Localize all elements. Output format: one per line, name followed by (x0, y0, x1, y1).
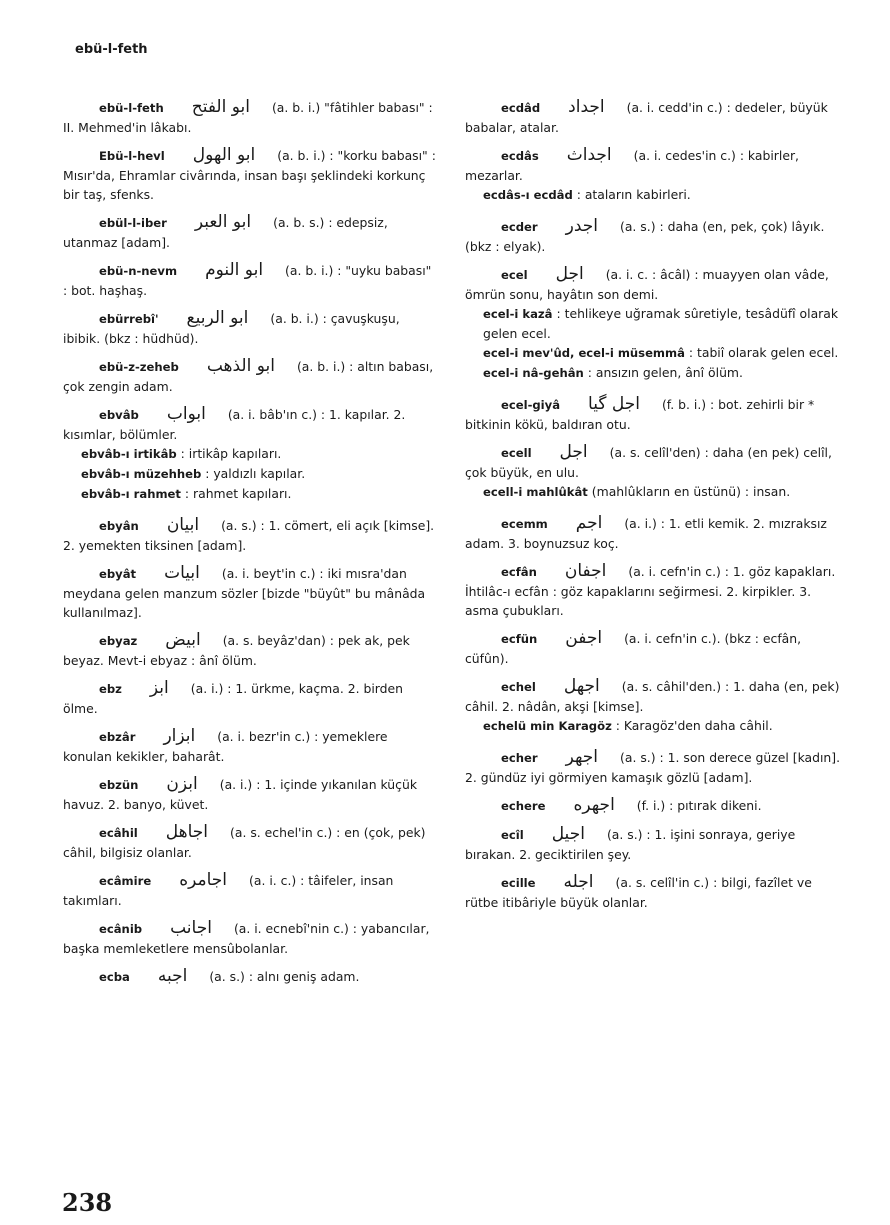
entry-line (63, 775, 439, 814)
entry-headword: ecdâd (501, 101, 541, 115)
entry-definition: (a. s. beyâz'dan) : pek ak, pek beyaz. Mevt-i ebyaz : ânî ölüm. (63, 633, 410, 668)
entry-headword: ecdâs (501, 149, 539, 163)
entry-arabic: اجل گيا (588, 394, 640, 414)
entry-headword: ecille (501, 876, 536, 890)
entry-line (63, 309, 439, 348)
entry-line (465, 825, 841, 864)
sub-entry-definition: : Karagöz'den daha câhil. (615, 718, 773, 733)
entry-definition: (a. i. beyt'in c.) : iki mısra'dan meydana gelen manzum sözler [bizde "büyût" bu mânâda kullanılmaz]. (63, 566, 426, 620)
entry-arabic: ابو الذهب (206, 356, 275, 376)
dictionary-entry (63, 146, 439, 204)
sub-entry-headword: ebvâb-ı müzehheb (81, 467, 202, 481)
dictionary-entry (63, 405, 439, 504)
dictionary-entry (63, 564, 439, 622)
entry-arabic: ابو النوم (205, 260, 264, 280)
entry-arabic: اجهل (563, 676, 600, 696)
left-column (63, 98, 439, 996)
entry-definition: (a. s.) : 1. işini sonraya, geriye bırakan. 2. geciktirilen şey. (465, 827, 796, 862)
entry-arabic: اجهره (573, 795, 615, 815)
sub-entry (483, 363, 841, 383)
sub-entry-definition: : tehlikeye uğramak sûretiyle, tesâdüfî olarak gelen ecel. (483, 306, 839, 341)
entry-arabic: اجدر (565, 216, 598, 236)
dictionary-entry (63, 823, 439, 862)
entry-line (465, 98, 841, 137)
entry-definition: (a. b. s.) : edepsiz, utanmaz [adam]. (63, 215, 388, 250)
dictionary-entry (465, 395, 841, 434)
entry-headword: ebü-l-feth (99, 101, 164, 115)
sub-entry-definition: : yaldızlı kapılar. (205, 466, 306, 481)
entry-headword: ecâmire (99, 874, 152, 888)
dictionary-entry (465, 796, 841, 816)
entry-line (63, 631, 439, 670)
entry-line (63, 261, 439, 300)
sub-entry-definition: : irtikâp kapıları. (180, 446, 282, 461)
entry-line (63, 679, 439, 718)
entry-headword: ebyât (99, 567, 137, 581)
entry-headword: ecel (501, 268, 528, 282)
entry-headword: ecemm (501, 517, 548, 531)
entry-headword: ecba (99, 970, 130, 984)
dictionary-entry (63, 516, 439, 555)
entry-line (63, 98, 439, 137)
entry-definition: (f. i.) : pıtırak dikeni. (636, 798, 762, 813)
entry-line (465, 873, 841, 912)
sub-entry-headword: ebvâb-ı irtikâb (81, 447, 177, 461)
sub-entry (483, 716, 841, 736)
entry-definition: (a. i. cedd'in c.) : dedeler, büyük babalar, atalar. (465, 100, 828, 135)
sub-entry-definition: : tabiî olarak gelen ecel. (688, 345, 839, 360)
entry-definition: (a. b. i.) : "korku babası" : Mısır'da, Ehramlar civârında, insan başı şeklindeki korkunç bir taş, sfenks. (63, 148, 436, 202)
dictionary-entry (63, 919, 439, 958)
sub-entry (81, 464, 439, 484)
page-number: 238 (62, 1188, 113, 1217)
entry-arabic: ابو الربيع (186, 308, 249, 328)
entry-definition: (a. s.) : alnı geniş adam. (209, 969, 360, 984)
entry-arabic: ابو العبر (194, 212, 252, 232)
entry-definition: (a. i. c.) : tâifeler, insan takımları. (63, 873, 394, 908)
sub-entry-headword: ecel-i nâ-gehân (483, 366, 584, 380)
entry-line (63, 357, 439, 396)
entry-headword: ecâhil (99, 826, 138, 840)
dictionary-entry (465, 217, 841, 256)
entry-line (63, 405, 439, 444)
entry-line (465, 514, 841, 553)
entry-definition: (a. s. celîl'den) : daha (en pek) celîl, çok büyük, en ulu. (465, 445, 832, 480)
entry-arabic: ابيان (166, 515, 200, 535)
dictionary-entry (63, 871, 439, 910)
sub-entry-headword: ebvâb-ı rahmet (81, 487, 181, 501)
sub-entry-definition: (mahlûkların en üstünü) : insan. (591, 484, 791, 499)
dictionary-entry (63, 309, 439, 348)
entry-headword: ecânib (99, 922, 143, 936)
entry-arabic: اجانب (170, 918, 212, 938)
entry-headword: ebvâb (99, 408, 139, 422)
entry-headword: ecel-giyâ (501, 398, 561, 412)
sub-entry-headword: ecel-i kazâ (483, 307, 553, 321)
entry-arabic: اجهر (565, 747, 599, 767)
entry-arabic: اجل (555, 264, 584, 284)
entry-arabic: اجامره (179, 870, 228, 890)
entry-definition: (a. s. echel'in c.) : en (çok, pek) câhil, bilgisiz olanlar. (63, 825, 426, 860)
entry-headword: ecîl (501, 828, 524, 842)
entry-definition: (a. s.) : daha (en, pek, çok) lâyık. (bkz : elyak). (465, 219, 825, 254)
sub-entry (81, 444, 439, 464)
entry-line (63, 919, 439, 958)
entry-definition: (a. s. câhil'den.) : 1. daha (en, pek) câhil. 2. nâdân, akşi [kimse]. (465, 679, 840, 714)
entry-line (63, 516, 439, 555)
entry-arabic: اجفان (564, 561, 607, 581)
entry-arabic: اجبه (157, 966, 188, 986)
entry-headword: ebz (99, 682, 122, 696)
sub-entry-headword: ecdâs-ı ecdâd (483, 188, 573, 202)
entry-definition: (a. s. celîl'in c.) : bilgi, fazîlet ve rütbe itibâriyle büyük olanlar. (465, 875, 812, 910)
sub-entry (81, 484, 439, 504)
entry-line (465, 443, 841, 482)
entry-arabic: اجداث (566, 145, 612, 165)
entry-arabic: اجل (559, 442, 588, 462)
entry-arabic: اجفن (565, 628, 603, 648)
entry-line (63, 871, 439, 910)
entry-definition: (a. i. cedes'in c.) : kabirler, mezarlar. (465, 148, 799, 183)
dictionary-entry (63, 967, 439, 987)
sub-entry-headword: ecel-i mev'ûd, ecel-i müsemmâ (483, 346, 685, 360)
entry-arabic: اجيل (551, 824, 585, 844)
entry-arabic: ابواب (166, 404, 206, 424)
entry-definition: (a. i.) : 1. etli kemik. 2. mızraksız adam. 3. boynuzsuz koç. (465, 516, 827, 551)
right-column (465, 98, 841, 921)
entry-headword: ecell (501, 446, 532, 460)
entry-headword: echere (501, 799, 546, 813)
dictionary-entry (63, 213, 439, 252)
entry-line (63, 213, 439, 252)
entry-arabic: اجاهل (165, 822, 209, 842)
entry-headword: echel (501, 680, 536, 694)
dictionary-entry (63, 357, 439, 396)
entry-headword: ecfün (501, 632, 538, 646)
entry-line (63, 146, 439, 204)
entry-line (63, 823, 439, 862)
entry-line (465, 796, 841, 816)
sub-entry-definition: : ataların kabirleri. (576, 187, 691, 202)
dictionary-entry (465, 265, 841, 383)
entry-definition: (a. b. i.) : "uyku babası" : bot. haşhaş. (63, 263, 432, 298)
entry-line (63, 564, 439, 622)
entry-arabic: ابز (149, 678, 169, 698)
sub-entry (483, 482, 841, 502)
entry-headword: ebü-n-nevm (99, 264, 178, 278)
entry-definition: (a. i. c. : âcâl) : muayyen olan vâde, ömrün sonu, hayâtın son demi. (465, 267, 829, 302)
dictionary-entry (63, 261, 439, 300)
entry-headword: ebzün (99, 778, 139, 792)
entry-definition: (a. i. bâb'ın c.) : 1. kapılar. 2. kısımlar, bölümler. (63, 407, 406, 442)
entry-line (465, 265, 841, 304)
sub-entry (483, 185, 841, 205)
dictionary-entry (465, 443, 841, 502)
entry-definition: (a. s.) : 1. cömert, eli açık [kimse]. 2. yemekten tiksinen [adam]. (63, 518, 435, 553)
dictionary-entry (63, 631, 439, 670)
entry-definition: (a. i.) : 1. içinde yıkanılan küçük havuz. 2. banyo, küvet. (63, 777, 417, 812)
dictionary-entry (465, 146, 841, 205)
entry-arabic: ابزن (166, 774, 198, 794)
entry-definition: (a. i. cefn'in c.) : 1. göz kapakları. İhtilâc-ı ecfân : göz kapaklarını seğirmesi. 2. kirpikler. 3. asma çubukları. (465, 564, 836, 618)
entry-line (63, 727, 439, 766)
dictionary-entry (465, 562, 841, 620)
dictionary-entry (63, 679, 439, 718)
entry-headword: ebzâr (99, 730, 136, 744)
entry-headword: ecfân (501, 565, 537, 579)
dictionary-entry (465, 98, 841, 137)
sub-entry-definition: : rahmet kapıları. (184, 486, 292, 501)
sub-entry-definition: : ansızın gelen, ânî ölüm. (587, 365, 743, 380)
entry-definition: (a. b. i.) : çavuşkuşu, ibibik. (bkz : hüdhüd). (63, 311, 400, 346)
entry-headword: ebyân (99, 519, 139, 533)
entry-arabic: ابيات (164, 563, 200, 583)
entry-headword: ecder (501, 220, 538, 234)
entry-definition: (a. i. cefn'in c.). (bkz : ecfân, cüfûn). (465, 631, 802, 666)
entry-headword: ebürrebî' (99, 312, 159, 326)
entry-definition: (a. i. bezr'in c.) : yemeklere konulan kekikler, baharât. (63, 729, 388, 764)
sub-entry (483, 304, 841, 343)
entry-line (465, 146, 841, 185)
dictionary-entry (465, 873, 841, 912)
dictionary-entry (63, 775, 439, 814)
entry-definition: (f. b. i.) : bot. zehirli bir * bitkinin kökü, baldıran otu. (465, 397, 815, 432)
entry-definition: (a. b. i.) "fâtihler babası" : II. Mehmed'in lâkabı. (63, 100, 433, 135)
entry-headword: ebyaz (99, 634, 138, 648)
running-head: ebü-l-feth (75, 42, 148, 57)
entry-definition: (a. b. i.) : altın babası, çok zengin adam. (63, 359, 434, 394)
entry-arabic: اجله (563, 872, 594, 892)
dictionary-entry (465, 677, 841, 736)
dictionary-entry (465, 825, 841, 864)
sub-entry-headword: echelü min Karagöz (483, 719, 612, 733)
entry-headword: Ebü-l-hevl (99, 149, 165, 163)
entry-definition: (a. i.) : 1. ürkme, kaçma. 2. birden ölme. (63, 681, 403, 716)
sub-entry (483, 343, 841, 363)
entry-arabic: ابو الفتح (191, 97, 250, 117)
entry-line (465, 562, 841, 620)
entry-definition: (a. i. ecnebî'nin c.) : yabancılar, başka memleketlere mensûbolanlar. (63, 921, 430, 956)
entry-line (465, 217, 841, 256)
sub-entry-headword: ecell-i mahlûkât (483, 485, 588, 499)
entry-arabic: اجداد (568, 97, 605, 117)
dictionary-entry (465, 514, 841, 553)
entry-line (63, 967, 439, 987)
entry-line (465, 748, 841, 787)
entry-arabic: ابزار (163, 726, 196, 746)
entry-line (465, 629, 841, 668)
dictionary-entry (465, 629, 841, 668)
entry-line (465, 677, 841, 716)
dictionary-entry (63, 727, 439, 766)
entry-arabic: اجم (575, 513, 603, 533)
entry-arabic: ابو الهول (192, 145, 256, 165)
dictionary-entry (465, 748, 841, 787)
entry-arabic: ابيض (165, 630, 201, 650)
dictionary-entry (63, 98, 439, 137)
entry-definition: (a. s.) : 1. son derece güzel [kadın]. 2. gündüz iyi görmiyen kamaşık gözlü [adam]. (465, 750, 841, 785)
entry-headword: ebül-l-iber (99, 216, 167, 230)
entry-headword: ebü-z-zeheb (99, 360, 179, 374)
entry-line (465, 395, 841, 434)
entry-headword: echer (501, 751, 538, 765)
